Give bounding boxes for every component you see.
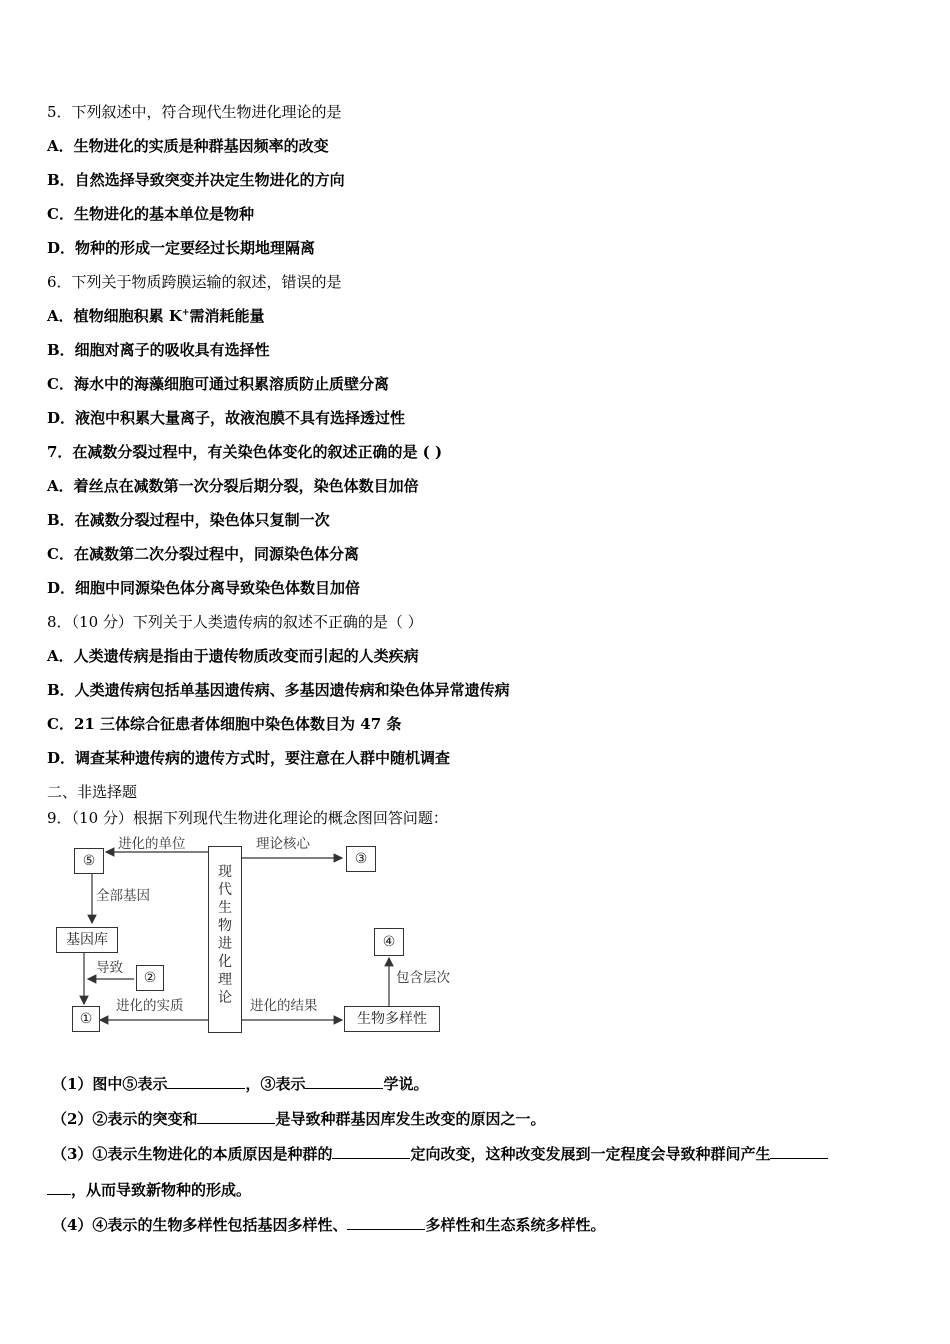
- box-3: ③: [346, 846, 376, 872]
- box-biodiversity: 生物多样性: [344, 1006, 440, 1032]
- answer-blank-3b-cont[interactable]: [47, 1180, 71, 1195]
- label-cause: 导致: [96, 960, 123, 976]
- question-7-option-a: A．着丝点在减数第一次分裂后期分裂，染色体数目加倍: [47, 477, 419, 495]
- answer-blank-2[interactable]: [197, 1109, 275, 1124]
- concept-diagram: [50, 836, 470, 1036]
- sub-question-4: （4）④表示的生物多样性包括基因多样性、 多样性和生态系统多样性。: [52, 1216, 606, 1234]
- question-5-option-d: D．物种的形成一定要经过长期地理隔离: [47, 239, 316, 257]
- box-4: ④: [374, 928, 404, 956]
- label-theory-core: 理论核心: [256, 836, 310, 852]
- question-6-stem: 6．下列关于物质跨膜运输的叙述，错误的是: [47, 273, 342, 291]
- potassium-charge: +: [181, 308, 190, 318]
- answer-blank-1a[interactable]: [167, 1074, 245, 1089]
- question-9-stem: 9．（10 分）根据下列现代生物进化理论的概念图回答问题：: [47, 809, 448, 827]
- sub-question-3-cont: ，从而导致新物种的形成。: [47, 1180, 251, 1200]
- question-7-option-b: B．在减数分裂过程中，染色体只复制一次: [47, 511, 330, 529]
- answer-blank-3a[interactable]: [332, 1144, 410, 1159]
- question-6-option-a-tail: 需消耗能量: [189, 307, 265, 325]
- question-5-option-a: A．生物进化的实质是种群基因频率的改变: [47, 137, 329, 155]
- box-1: ①: [72, 1006, 100, 1032]
- question-7-option-c: C．在减数第二次分裂过程中，同源染色体分离: [47, 545, 359, 563]
- sub-question-2: （2）②表示的突变和 是导致种群基因库发生改变的原因之一。: [52, 1110, 546, 1128]
- label-evolution-unit: 进化的单位: [118, 836, 186, 852]
- sub-question-1: （1）图中⑤表示 ，③表示 学说。: [52, 1075, 429, 1093]
- answer-blank-1b[interactable]: [305, 1074, 383, 1089]
- label-essence: 进化的实质: [116, 998, 184, 1014]
- question-6-option-a: [47, 306, 264, 326]
- question-8-option-b: B．人类遗传病包括单基因遗传病、多基因遗传病和染色体异常遗传病: [47, 681, 510, 699]
- box-modern-evolution-theory: 现 代 生 物 进 化 理 论: [208, 846, 242, 1033]
- label-result: 进化的结果: [250, 998, 318, 1014]
- sub-question-3: （3）①表示生物进化的本质原因是种群的 定向改变，这种改变发展到一定程度会导致种群间产生: [52, 1144, 828, 1164]
- question-8-option-a: A．人类遗传病是指由于遗传物质改变而引起的人类疾病: [47, 647, 419, 665]
- box-gene-pool: 基因库: [56, 927, 118, 953]
- label-levels: 包含层次: [396, 970, 450, 986]
- question-7-stem: 7．在减数分裂过程中，有关染色体变化的叙述正确的是 ( ): [47, 443, 443, 461]
- question-5-option-c: C．生物进化的基本单位是物种: [47, 205, 254, 223]
- question-8-option-c: C．21 三体综合征患者体细胞中染色体数目为 47 条: [47, 715, 402, 733]
- question-7-option-d: D．细胞中同源染色体分离导致染色体数目加倍: [47, 579, 361, 597]
- answer-blank-3b[interactable]: [770, 1144, 828, 1159]
- answer-blank-4[interactable]: [347, 1215, 425, 1230]
- question-8-option-d: D．调查某种遗传病的遗传方式时，要注意在人群中随机调查: [47, 749, 451, 767]
- box-2: ②: [136, 965, 164, 991]
- question-5-option-b: B．自然选择导致突变并决定生物进化的方向: [47, 171, 345, 189]
- question-6-option-c: C．海水中的海藻细胞可通过积累溶质防止质壁分离: [47, 375, 389, 393]
- section-title: 二、非选择题: [47, 783, 138, 801]
- question-6-option-b: B．细胞对离子的吸收具有选择性: [47, 341, 270, 359]
- question-6-option-a-text: A．植物细胞积累 K: [47, 307, 182, 325]
- question-8-stem: 8．（10 分）下列关于人类遗传病的叙述不正确的是（ ）: [47, 613, 423, 631]
- box-5: ⑤: [74, 848, 104, 874]
- question-5-stem: 5．下列叙述中，符合现代生物进化理论的是: [47, 103, 342, 121]
- question-6-option-d: D．液泡中积累大量离子，故液泡膜不具有选择透过性: [47, 409, 406, 427]
- label-all-genes: 全部基因: [96, 888, 150, 904]
